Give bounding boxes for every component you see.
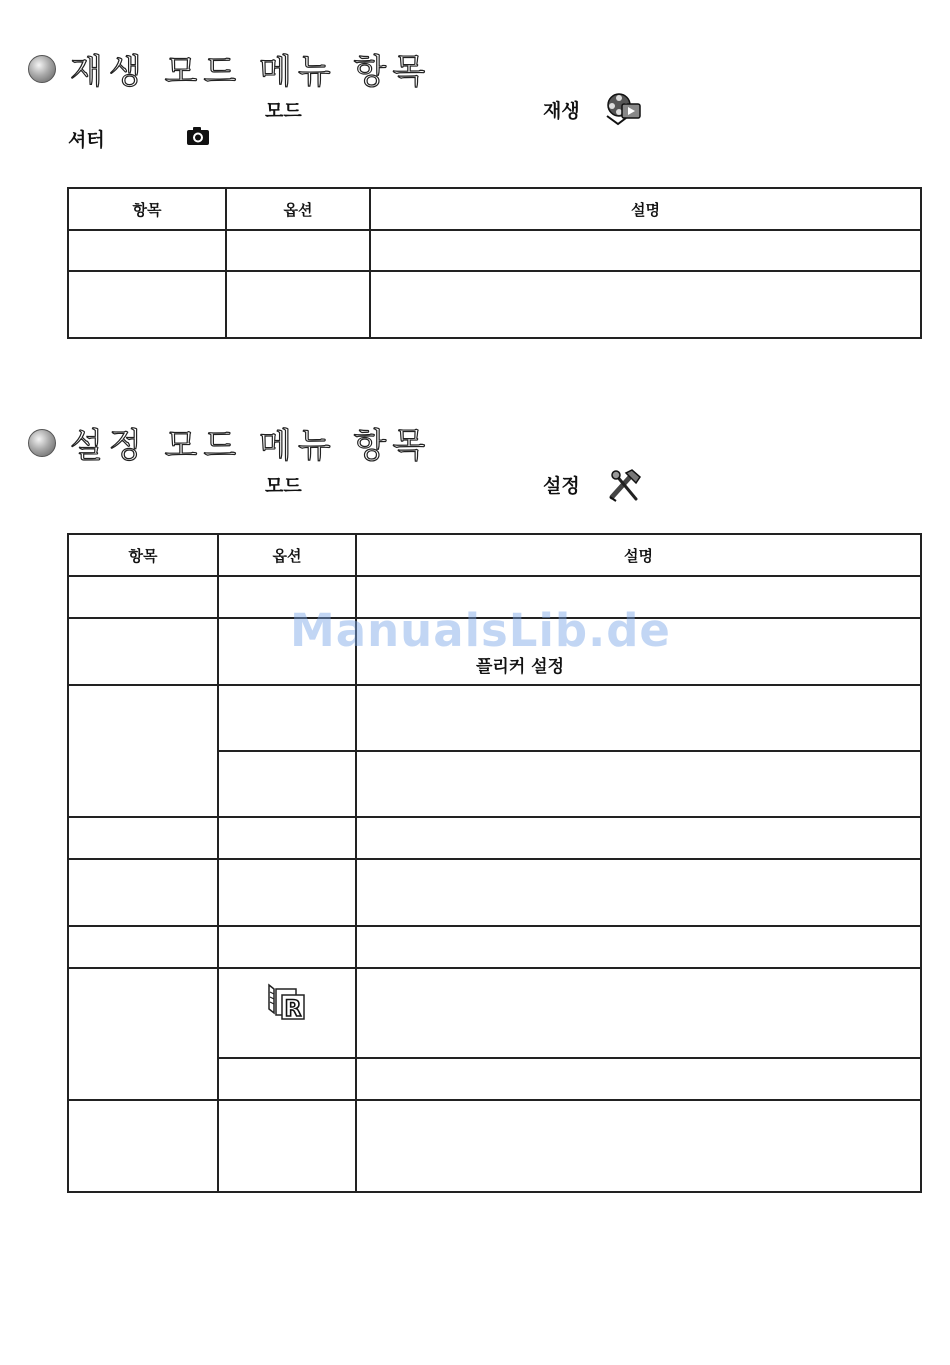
flicker-setting-text: 플리커 설정 [476, 657, 565, 677]
table-row [68, 817, 921, 859]
play-label: 재생 [543, 100, 580, 122]
table-row [68, 685, 921, 751]
header-item: 항목 [68, 534, 218, 576]
header-option: 옵션 [218, 534, 356, 576]
watermark: ManualsLib.de [290, 604, 671, 657]
playback-mode-icon [604, 92, 644, 130]
header-description: 설명 [370, 188, 921, 230]
header-description: 설명 [356, 534, 921, 576]
table-row [68, 1100, 921, 1192]
header-option: 옵션 [226, 188, 370, 230]
table-header-row [68, 188, 921, 230]
table-row [68, 859, 921, 926]
table-row [68, 926, 921, 968]
bullet-icon [28, 429, 56, 457]
table-row [68, 230, 921, 271]
setup-section-title [28, 418, 431, 467]
bullet-icon [28, 55, 56, 83]
mode-label: 모드 [265, 100, 302, 122]
playback-title-text: 재생 모드 메뉴 항목 [70, 52, 432, 92]
playback-section-title [28, 44, 431, 93]
table-row [68, 968, 921, 1058]
camera-icon [186, 126, 210, 150]
table-row [68, 271, 921, 338]
record-r-icon [266, 983, 308, 1027]
setup-label: 설정 [543, 475, 580, 497]
svg-text:R: R [284, 997, 302, 1022]
playback-menu-table [67, 187, 922, 339]
header-item: 항목 [68, 188, 226, 230]
shutter-label: 셔터 [68, 129, 105, 151]
setup-title-text: 설정 모드 메뉴 항목 [70, 426, 432, 466]
table-header-row [68, 534, 921, 576]
setup-mode-icon [606, 467, 644, 507]
mode-label: 모드 [265, 475, 302, 497]
